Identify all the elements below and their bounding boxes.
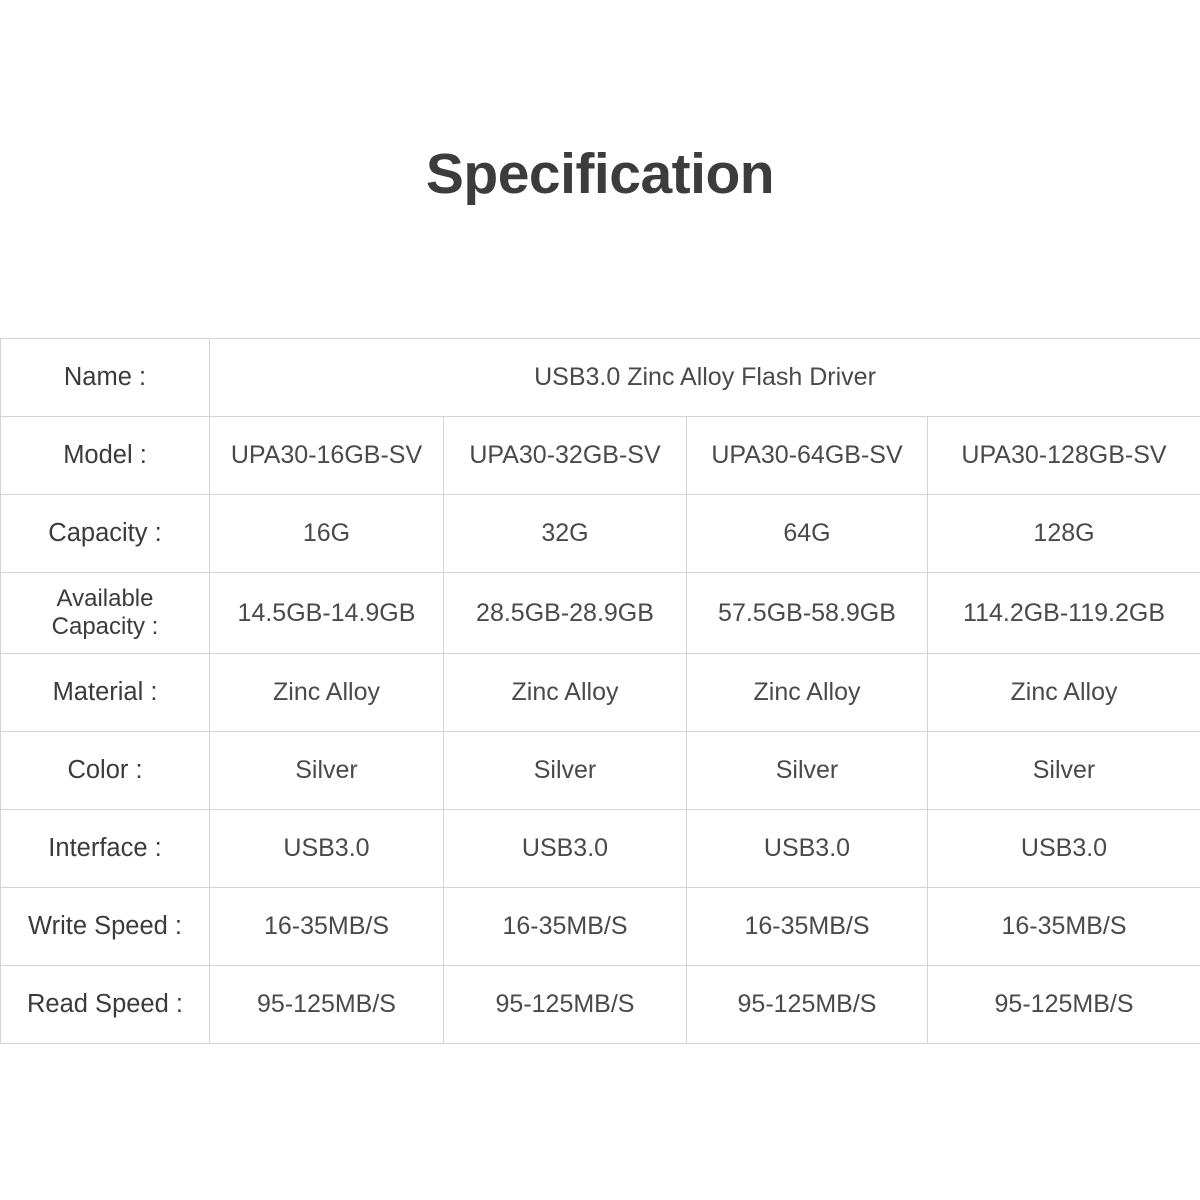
- row-label-name: Name :: [1, 339, 210, 417]
- table-row: [1, 888, 1200, 966]
- row-value-capacity-1: 16G: [210, 495, 444, 573]
- row-value-available-capacity-4: 114.2GB-119.2GB: [928, 573, 1200, 654]
- row-value-model-4: UPA30-128GB-SV: [928, 417, 1200, 495]
- row-value-available-capacity-1: 14.5GB-14.9GB: [210, 573, 444, 654]
- row-label-write-speed: Write Speed :: [1, 888, 210, 966]
- table-row: [1, 732, 1200, 810]
- row-value-interface-4: USB3.0: [928, 810, 1200, 888]
- row-value-color-4: Silver: [928, 732, 1200, 810]
- row-label-capacity: Capacity :: [1, 495, 210, 573]
- page-title: Specification: [425, 142, 775, 206]
- specification-table: [0, 338, 1200, 1044]
- table-row: [1, 417, 1200, 495]
- row-value-capacity-2: 32G: [444, 495, 687, 573]
- row-value-write-speed-3: 16-35MB/S: [687, 888, 928, 966]
- row-value-interface-3: USB3.0: [687, 810, 928, 888]
- row-value-color-2: Silver: [444, 732, 687, 810]
- table-row: [1, 339, 1200, 417]
- row-value-capacity-3: 64G: [687, 495, 928, 573]
- row-value-material-1: Zinc Alloy: [210, 654, 444, 732]
- row-label-color: Color :: [1, 732, 210, 810]
- row-value-read-speed-4: 95-125MB/S: [928, 966, 1200, 1044]
- row-label-read-speed: Read Speed :: [1, 966, 210, 1044]
- row-value-available-capacity-2: 28.5GB-28.9GB: [444, 573, 687, 654]
- row-label-available-capacity: [1, 573, 210, 654]
- row-label-material: Material :: [1, 654, 210, 732]
- row-value-name: USB3.0 Zinc Alloy Flash Driver: [210, 339, 1200, 417]
- row-label-available-capacity-line1: Available: [56, 584, 154, 612]
- row-value-material-3: Zinc Alloy: [687, 654, 928, 732]
- row-value-capacity-4: 128G: [928, 495, 1200, 573]
- table-row: [1, 810, 1200, 888]
- row-value-color-1: Silver: [210, 732, 444, 810]
- row-label-available-capacity-line2: Capacity :: [51, 613, 159, 640]
- row-value-read-speed-1: 95-125MB/S: [210, 966, 444, 1044]
- row-value-material-4: Zinc Alloy: [928, 654, 1200, 732]
- row-value-write-speed-2: 16-35MB/S: [444, 888, 687, 966]
- row-label-interface: Interface :: [1, 810, 210, 888]
- row-value-material-2: Zinc Alloy: [444, 654, 687, 732]
- row-value-read-speed-3: 95-125MB/S: [687, 966, 928, 1044]
- row-value-color-3: Silver: [687, 732, 928, 810]
- row-value-write-speed-1: 16-35MB/S: [210, 888, 444, 966]
- row-value-read-speed-2: 95-125MB/S: [444, 966, 687, 1044]
- table-row: [1, 495, 1200, 573]
- table-row: [1, 966, 1200, 1044]
- row-value-available-capacity-3: 57.5GB-58.9GB: [687, 573, 928, 654]
- row-value-interface-2: USB3.0: [444, 810, 687, 888]
- table-row: [1, 573, 1200, 654]
- row-value-interface-1: USB3.0: [210, 810, 444, 888]
- specification-table-wrap: [0, 338, 1200, 1044]
- row-value-write-speed-4: 16-35MB/S: [928, 888, 1200, 966]
- row-label-model: Model :: [1, 417, 210, 495]
- row-value-model-3: UPA30-64GB-SV: [687, 417, 928, 495]
- row-value-model-2: UPA30-32GB-SV: [444, 417, 687, 495]
- table-row: [1, 654, 1200, 732]
- row-value-model-1: UPA30-16GB-SV: [210, 417, 444, 495]
